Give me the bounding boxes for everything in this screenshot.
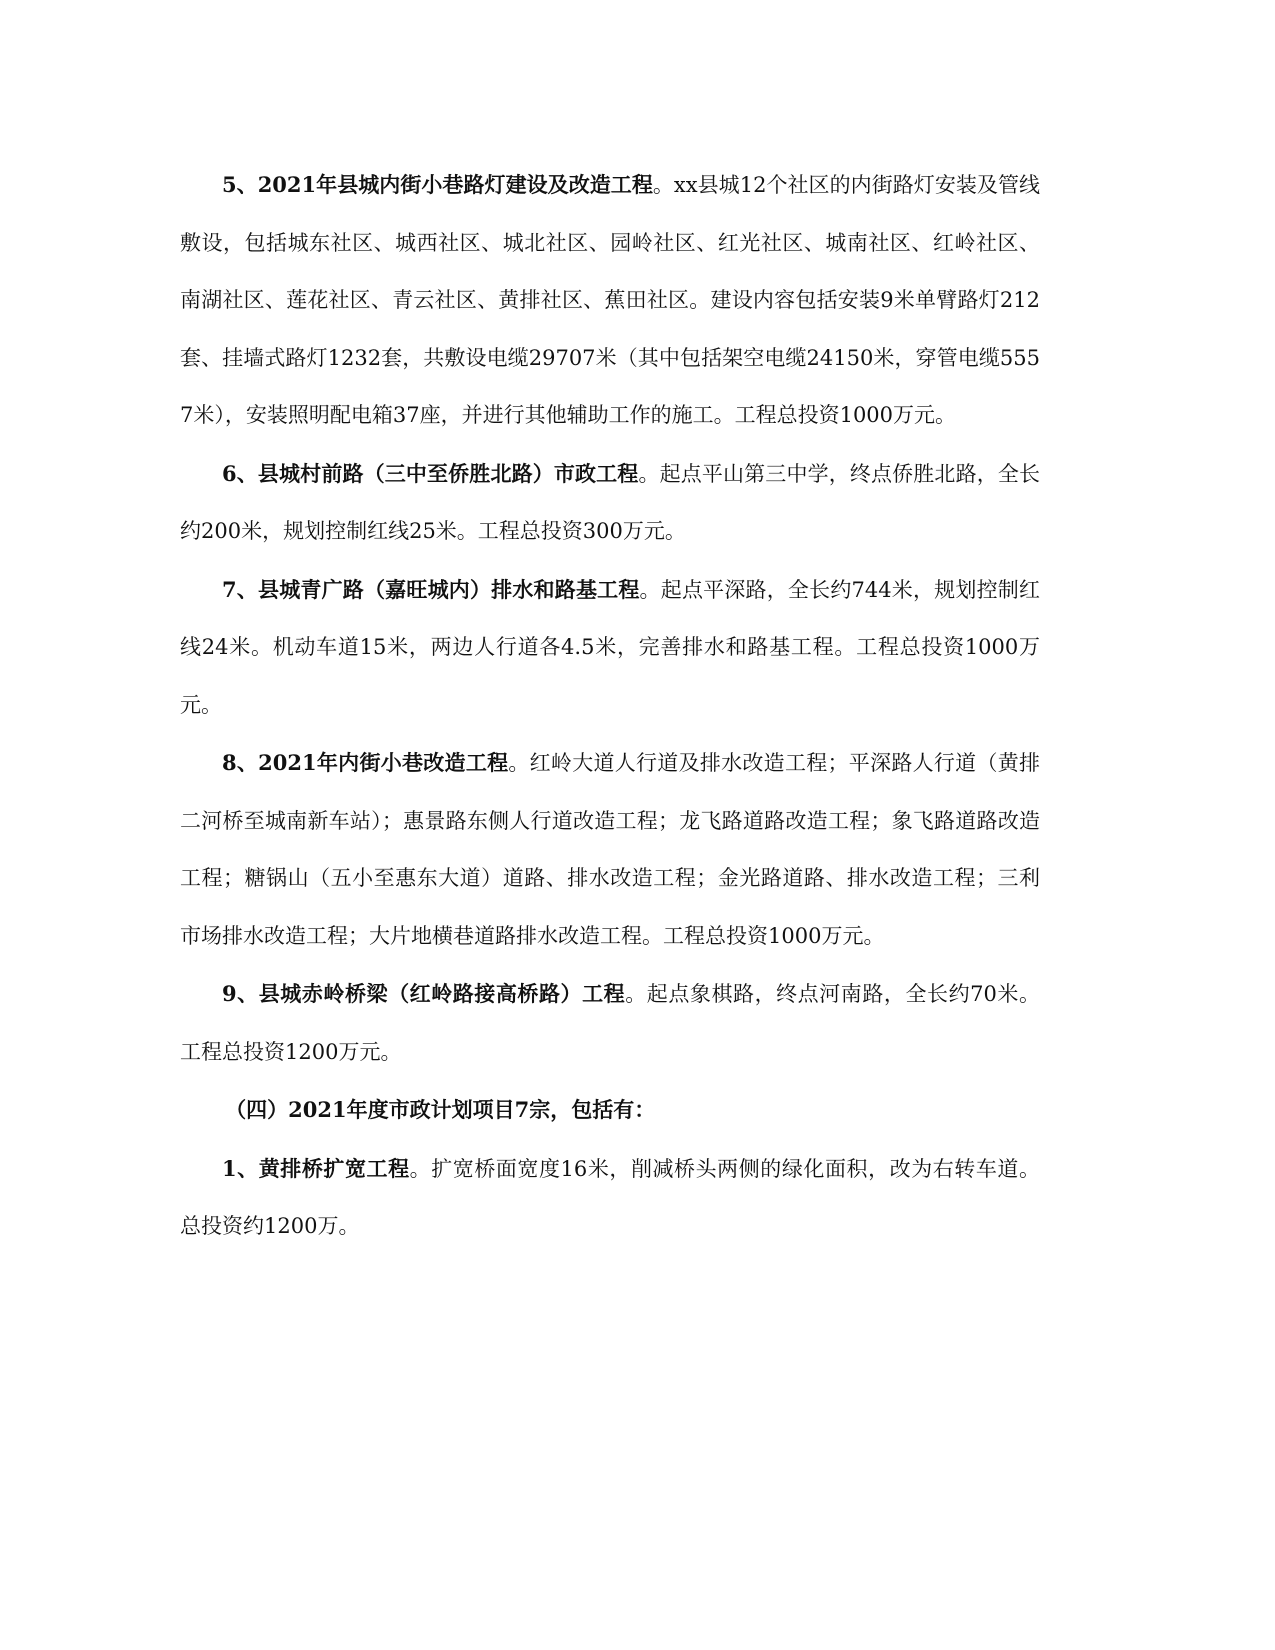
paragraph-heading: 1、黄排桥扩宽工程	[222, 1155, 410, 1181]
paragraph-item-5	[180, 156, 1040, 445]
paragraph-heading: 6、县城村前路（三中至侨胜北路）市政工程	[222, 460, 639, 486]
paragraph-heading: 8、2021年内街小巷改造工程	[222, 750, 509, 775]
paragraph-body: 。红岭大道人行道及排水改造工程；平深路人行道（黄排二河桥至城南新车站）；惠景路东侧人行道改造工程；龙飞路道路改造工程；象飞路道路改造工程；糖锅山（五小至惠东大道）道路、排水改造工程；金光路道路、排水改造工程；三利市场排水改造工程；大片地横巷道路排水改造工程。工程总投资1000万元。	[180, 751, 1040, 948]
paragraph-body: 。起点平山第三中学，终点侨胜北路，全长约200米，规划控制红线25米。工程总投资300万元。	[180, 461, 1040, 543]
paragraph-body: 。扩宽桥面宽度16米，削减桥头两侧的绿化面积，改为右转车道。总投资约1200万。	[180, 1156, 1040, 1238]
paragraph-item-7	[180, 561, 1040, 735]
paragraph-heading: 7、县城青广路（嘉旺城内）排水和路基工程	[222, 576, 640, 602]
paragraph-heading: 5、2021年县城内街小巷路灯建设及改造工程	[222, 172, 653, 197]
paragraph-item-9	[180, 965, 1040, 1081]
paragraph-item-8	[180, 734, 1040, 965]
paragraph-body: 。xx县城12个社区的内街路灯安装及管线敷设，包括城东社区、城西社区、城北社区、园岭社区、红光社区、城南社区、红岭社区、南湖社区、莲花社区、青云社区、黄排社区、蕉田社区。建设内容包括安装9米单臂路灯212套、挂墙式路灯1232套，共敷设电缆29707米（其中包括架空电缆24150米，穿管电缆5557米），安装照明配电箱37座，并进行其他辅助工作的施工。工程总投资1000万元。	[180, 173, 1040, 427]
paragraph-item-1	[180, 1140, 1040, 1256]
paragraph-heading: 9、县城赤岭桥梁（红岭路接高桥路）工程	[222, 981, 626, 1006]
section-heading-4	[180, 1081, 1040, 1140]
paragraph-item-6	[180, 445, 1040, 561]
paragraph-body: 。起点象棋路，终点河南路，全长约70米。工程总投资1200万元。	[180, 982, 1040, 1064]
paragraph-body: 。起点平深路，全长约744米，规划控制红线24米。机动车道15米，两边人行道各4.5米，完善排水和路基工程。工程总投资1000万元。	[180, 577, 1040, 717]
document-page	[180, 156, 1040, 1256]
section-heading-text: （四）2021年度市政计划项目7宗，包括有：	[225, 1097, 656, 1122]
